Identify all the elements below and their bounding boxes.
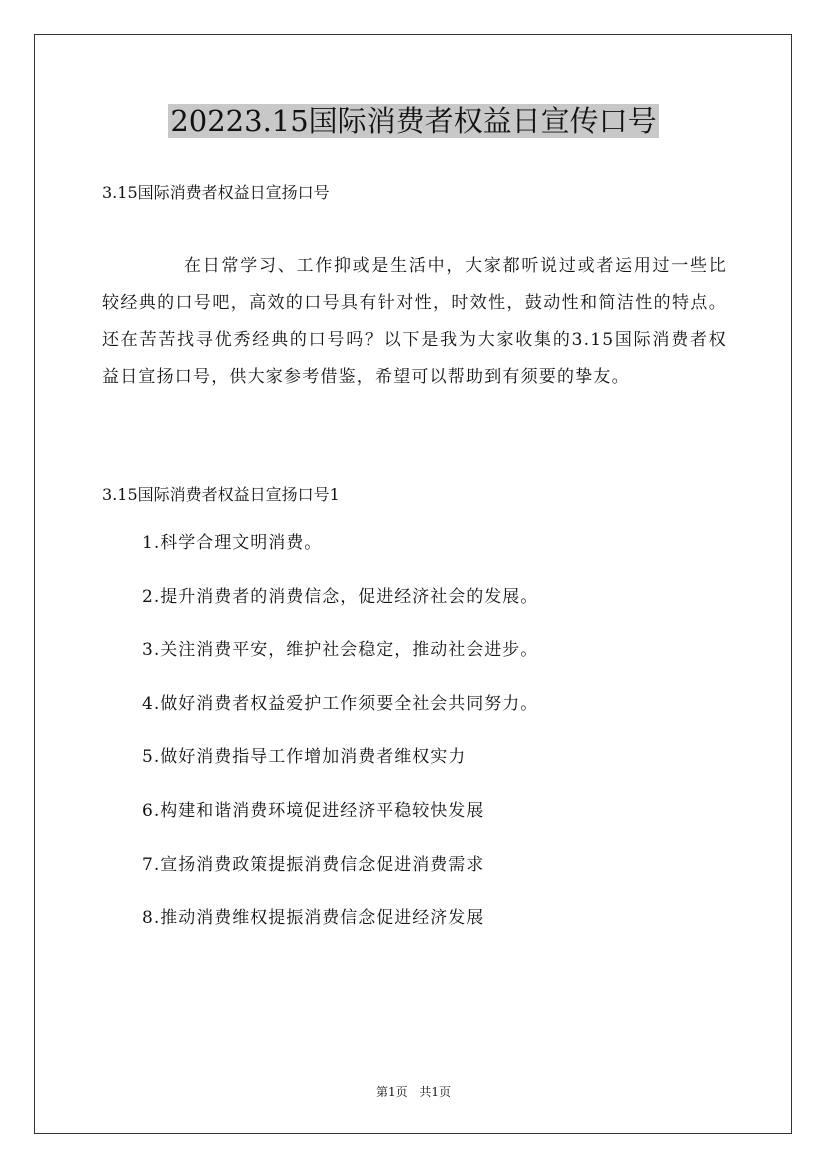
slogan-item: 2.提升消费者的消费信念，促进经济社会的发展。 <box>142 586 539 607</box>
slogan-item: 5.做好消费指导工作增加消费者维权实力 <box>142 747 467 768</box>
slogan-item: 4.做好消费者权益爱护工作须要全社会共同努力。 <box>142 693 539 714</box>
slogan-item: 1.科学合理文明消费。 <box>142 533 323 553</box>
slogan-section <box>102 480 727 931</box>
page-number-current: 第1页 <box>375 1085 408 1099</box>
slogan-item: 8.推动消费维权提振消费信念促进经济发展 <box>142 908 485 929</box>
document-title <box>0 102 827 140</box>
intro-paragraph: 在日常学习、工作抑或是生活中，大家都听说过或者运用过一些比较经典的口号吧，高效的口号具有针对性，时效性，鼓动性和简洁性的特点。还在苦苦找寻优秀经典的口号吗？以下是我为大家收集的3.15国际消费者权益日宣扬口号，供大家参考借鉴，希望可以帮助到有须要的挚友。 <box>102 256 727 387</box>
section-heading: 3.15国际消费者权益日宣扬口号 <box>102 183 330 202</box>
slogan-section-heading: 3.15国际消费者权益日宣扬口号1 <box>102 485 340 504</box>
page-footer <box>0 1084 827 1100</box>
document-body <box>102 178 727 959</box>
document-title-text: 20223.15国际消费者权益日宣传口号 <box>170 104 657 138</box>
slogan-item: 7.宣扬消费政策提振消费信念促进消费需求 <box>142 854 485 875</box>
slogan-item: 3.关注消费平安，维护社会稳定，推动社会进步。 <box>142 640 539 661</box>
slogan-item: 6.构建和谐消费环境促进经济平稳较快发展 <box>142 800 485 821</box>
page-number-total: 共1页 <box>419 1085 452 1099</box>
slogan-list <box>102 530 727 931</box>
